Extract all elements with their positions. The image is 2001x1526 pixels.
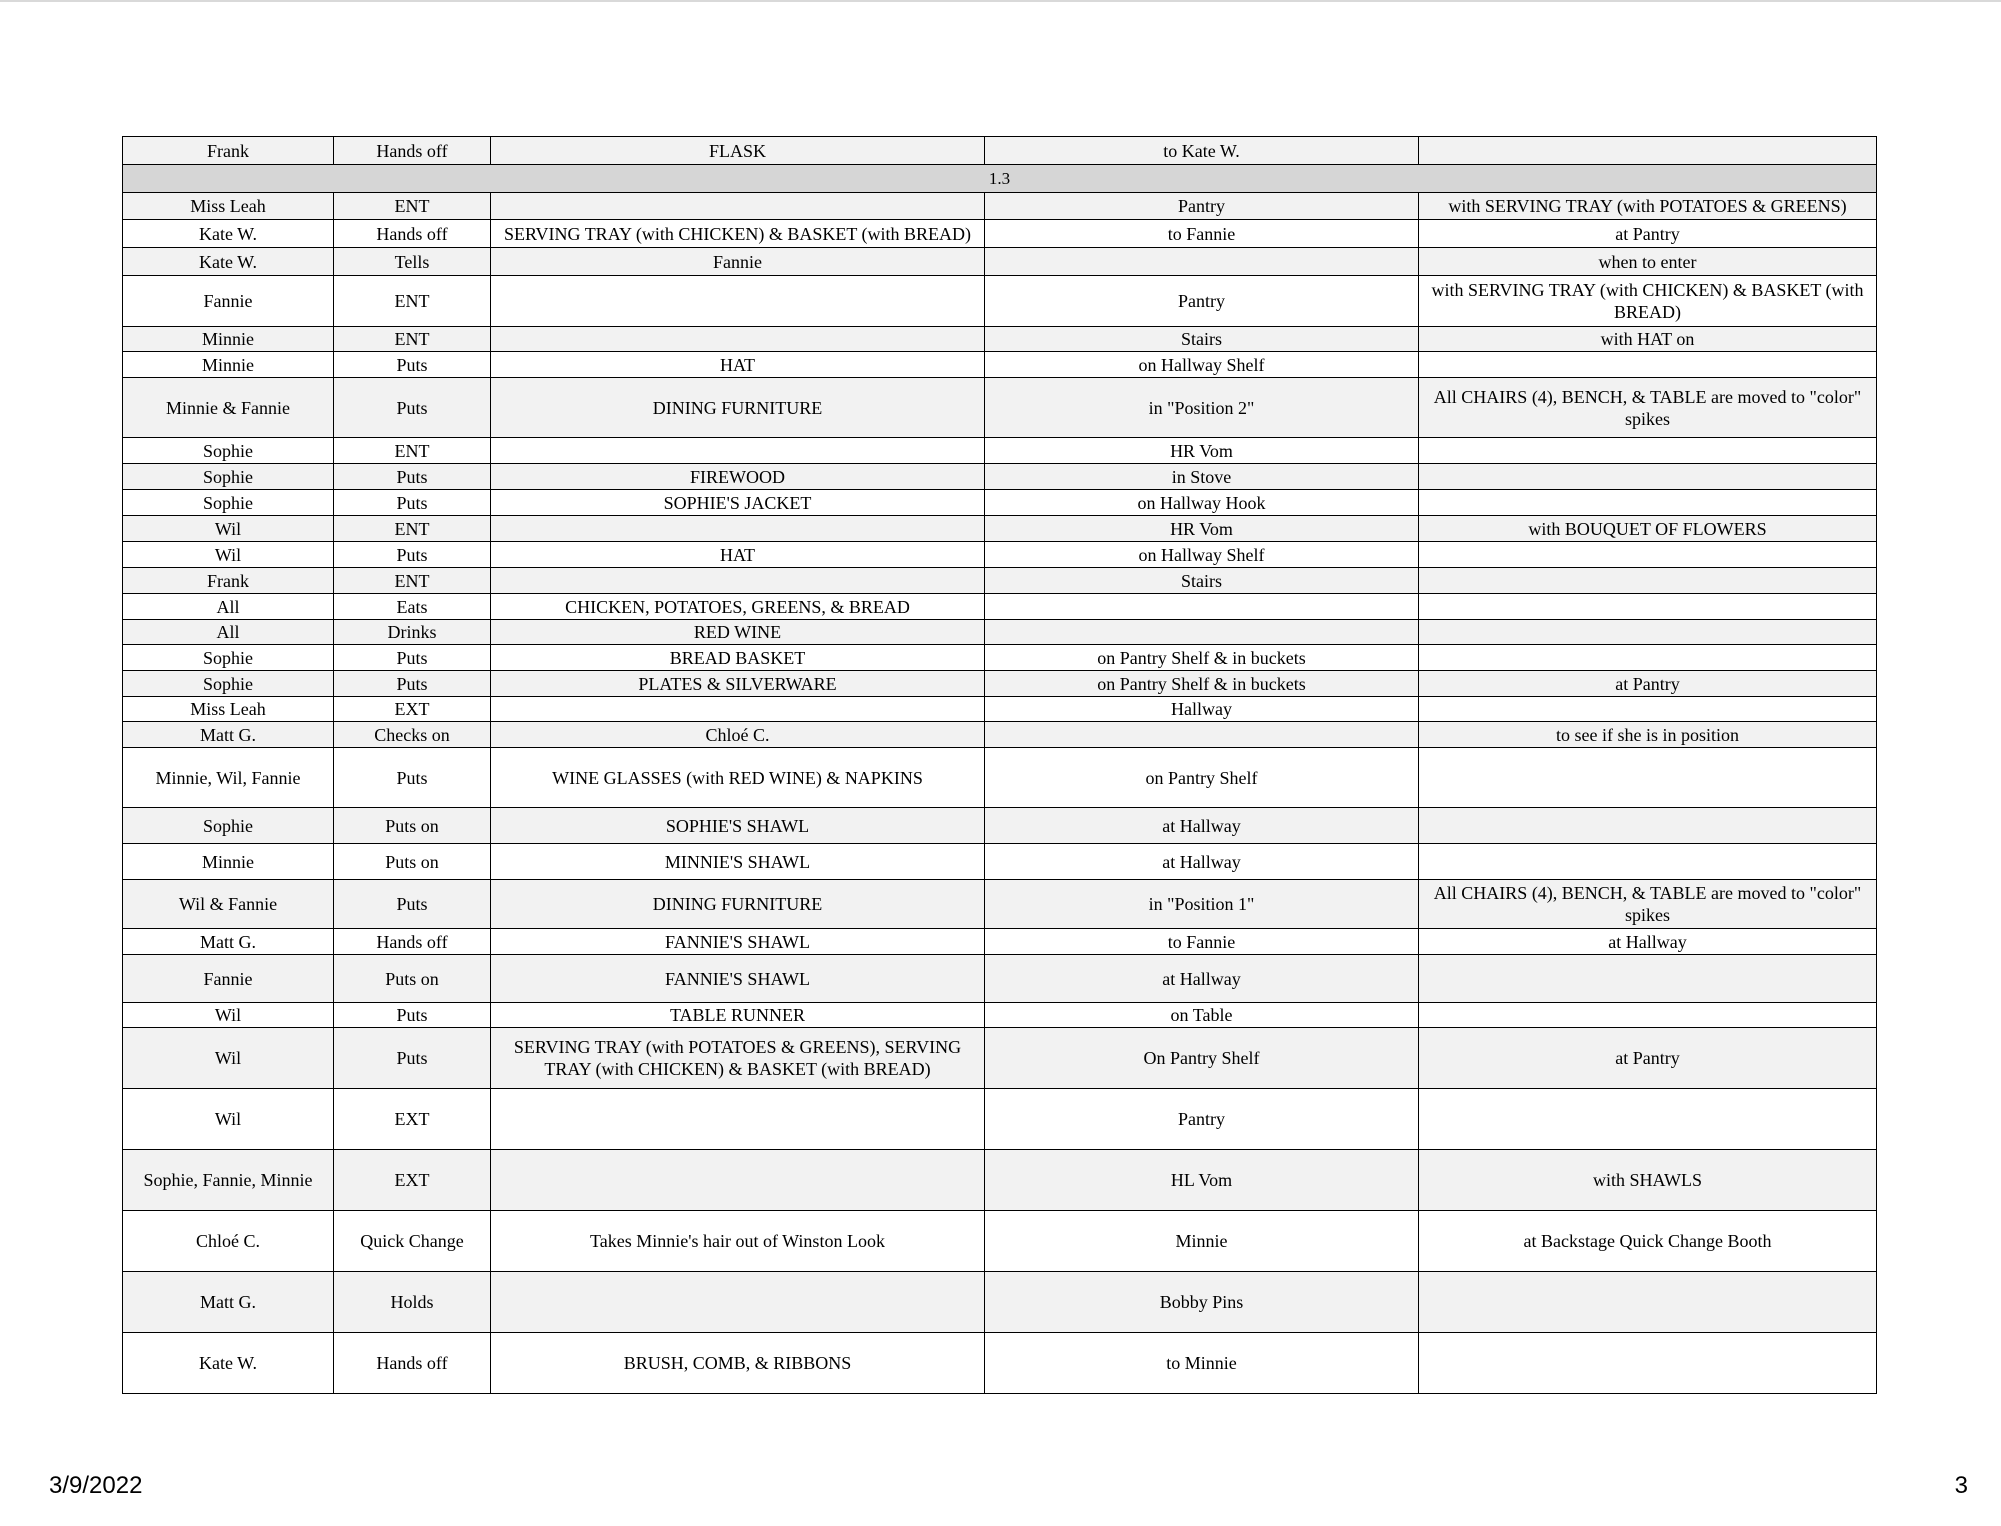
table-row [123,378,1877,438]
table-row [123,722,1877,748]
section-header-row [123,165,1877,193]
cell-action: Hands off [334,929,491,955]
table-row [123,1333,1877,1394]
cell-action: Puts [334,671,491,697]
cell-notes: with HAT on [1419,327,1877,352]
footer-date: 3/9/2022 [49,1472,143,1499]
cell-location: Bobby Pins [985,1272,1419,1333]
cell-notes: when to enter [1419,248,1877,276]
cell-action: Puts [334,748,491,808]
cell-location: in "Position 2" [985,378,1419,438]
cell-location: at Hallway [985,808,1419,844]
cell-action: Puts [334,1028,491,1089]
table-row [123,929,1877,955]
cell-action: Eats [334,594,491,620]
cell-character: Sophie [123,645,334,671]
cell-notes [1419,844,1877,880]
cell-item: SERVING TRAY (with CHICKEN) & BASKET (with BREAD) [491,220,985,248]
cell-notes [1419,542,1877,568]
cell-character: Minnie, Wil, Fannie [123,748,334,808]
cell-notes: at Pantry [1419,671,1877,697]
cell-item: FLASK [491,137,985,165]
cell-item: RED WINE [491,620,985,645]
cell-location: on Hallway Shelf [985,352,1419,378]
cell-character: Miss Leah [123,697,334,722]
table-row [123,542,1877,568]
cell-item: SOPHIE'S SHAWL [491,808,985,844]
cell-item: Fannie [491,248,985,276]
cell-character: All [123,594,334,620]
cell-item: WINE GLASSES (with RED WINE) & NAPKINS [491,748,985,808]
table-row [123,276,1877,327]
cell-notes [1419,490,1877,516]
cell-action: Puts [334,464,491,490]
cell-location: HR Vom [985,438,1419,464]
cell-location: to Kate W. [985,137,1419,165]
table-row [123,438,1877,464]
cell-action: Quick Change [334,1211,491,1272]
cell-action: Puts [334,645,491,671]
cell-location [985,620,1419,645]
cell-location: on Table [985,1003,1419,1028]
cell-action: Hands off [334,137,491,165]
cell-location: at Hallway [985,844,1419,880]
cell-location: Pantry [985,193,1419,220]
cell-location: Pantry [985,1089,1419,1150]
cell-item: HAT [491,352,985,378]
cell-notes [1419,1272,1877,1333]
cell-notes: with SERVING TRAY (with POTATOES & GREENS) [1419,193,1877,220]
cell-action: ENT [334,276,491,327]
cell-notes [1419,808,1877,844]
cell-item [491,193,985,220]
cell-character: Wil [123,1028,334,1089]
cell-action: Puts [334,378,491,438]
cell-item [491,516,985,542]
table-row [123,880,1877,929]
cell-location: Pantry [985,276,1419,327]
cell-location: on Hallway Hook [985,490,1419,516]
cell-item: FANNIE'S SHAWL [491,929,985,955]
table-row [123,516,1877,542]
cell-notes [1419,137,1877,165]
cell-item [491,568,985,594]
cell-action: Puts on [334,808,491,844]
cell-action: Puts [334,880,491,929]
cell-character: Sophie [123,671,334,697]
table-row [123,1003,1877,1028]
cell-action: Puts [334,542,491,568]
cell-item: BREAD BASKET [491,645,985,671]
cell-character: Wil [123,1089,334,1150]
cell-item: Chloé C. [491,722,985,748]
cell-location: in Stove [985,464,1419,490]
cell-character: Sophie [123,438,334,464]
cell-character: Sophie [123,490,334,516]
cell-notes: with SERVING TRAY (with CHICKEN) & BASKET (with BREAD) [1419,276,1877,327]
cell-location: at Hallway [985,955,1419,1003]
cell-character: Frank [123,568,334,594]
cell-notes [1419,620,1877,645]
cell-location [985,722,1419,748]
cell-location: HR Vom [985,516,1419,542]
cell-action: ENT [334,327,491,352]
cell-location: Stairs [985,568,1419,594]
cell-character: Sophie [123,808,334,844]
table-row [123,352,1877,378]
page-top-border [0,0,2001,2]
cell-action: EXT [334,1150,491,1211]
cell-character: Miss Leah [123,193,334,220]
cell-item [491,327,985,352]
table-row [123,1211,1877,1272]
cell-notes: at Pantry [1419,220,1877,248]
run-sheet-table [122,136,1877,1394]
cell-action: ENT [334,568,491,594]
table-row [123,248,1877,276]
table-row [123,594,1877,620]
cell-character: Kate W. [123,220,334,248]
table-row [123,193,1877,220]
table-row [123,620,1877,645]
cell-location: on Pantry Shelf & in buckets [985,671,1419,697]
cell-notes [1419,438,1877,464]
cell-item [491,697,985,722]
cell-action: Tells [334,248,491,276]
cell-action: Hands off [334,220,491,248]
cell-notes [1419,1333,1877,1394]
cell-notes [1419,645,1877,671]
cell-item: FIREWOOD [491,464,985,490]
cell-character: Matt G. [123,1272,334,1333]
cell-location: on Pantry Shelf [985,748,1419,808]
cell-item: PLATES & SILVERWARE [491,671,985,697]
cell-action: ENT [334,193,491,220]
table-row [123,1150,1877,1211]
cell-item: CHICKEN, POTATOES, GREENS, & BREAD [491,594,985,620]
cell-notes [1419,748,1877,808]
cell-item [491,1272,985,1333]
cell-action: Puts [334,1003,491,1028]
table-row [123,137,1877,165]
table-row [123,490,1877,516]
cell-character: Matt G. [123,929,334,955]
cell-location: On Pantry Shelf [985,1028,1419,1089]
table-row [123,1028,1877,1089]
cell-location: to Fannie [985,929,1419,955]
cell-item [491,1150,985,1211]
table-row [123,955,1877,1003]
cell-location: to Fannie [985,220,1419,248]
cell-item: BRUSH, COMB, & RIBBONS [491,1333,985,1394]
table-row [123,808,1877,844]
cell-character: Minnie [123,327,334,352]
cell-notes: with SHAWLS [1419,1150,1877,1211]
cell-item: DINING FURNITURE [491,378,985,438]
cell-character: Kate W. [123,248,334,276]
cell-location: Hallway [985,697,1419,722]
cell-action: ENT [334,516,491,542]
cell-notes: All CHAIRS (4), BENCH, & TABLE are moved to "color" spikes [1419,378,1877,438]
table-row [123,671,1877,697]
cell-item: MINNIE'S SHAWL [491,844,985,880]
cell-location [985,594,1419,620]
cell-notes [1419,352,1877,378]
section-label: 1.3 [123,165,1877,193]
table-row [123,464,1877,490]
table-row [123,568,1877,594]
cell-character: Fannie [123,955,334,1003]
cell-action: EXT [334,697,491,722]
cell-item: DINING FURNITURE [491,880,985,929]
cell-notes [1419,955,1877,1003]
cell-action: Puts [334,490,491,516]
cell-action: Drinks [334,620,491,645]
cell-notes [1419,568,1877,594]
cell-item: SOPHIE'S JACKET [491,490,985,516]
cell-item: Takes Minnie's hair out of Winston Look [491,1211,985,1272]
cell-notes: with BOUQUET OF FLOWERS [1419,516,1877,542]
cell-character: Wil [123,516,334,542]
table-row [123,1272,1877,1333]
cell-character: Wil & Fannie [123,880,334,929]
cell-item: FANNIE'S SHAWL [491,955,985,1003]
cell-item: TABLE RUNNER [491,1003,985,1028]
cell-character: All [123,620,334,645]
cell-item [491,438,985,464]
cell-location: HL Vom [985,1150,1419,1211]
cell-item [491,1089,985,1150]
cell-notes: to see if she is in position [1419,722,1877,748]
table-row [123,697,1877,722]
cell-location: in "Position 1" [985,880,1419,929]
cell-action: Puts [334,352,491,378]
cell-character: Sophie [123,464,334,490]
run-sheet-body [123,137,1877,1394]
table-row [123,748,1877,808]
cell-character: Chloé C. [123,1211,334,1272]
cell-action: ENT [334,438,491,464]
cell-notes: at Hallway [1419,929,1877,955]
cell-notes: at Pantry [1419,1028,1877,1089]
cell-location: to Minnie [985,1333,1419,1394]
table-row [123,844,1877,880]
cell-notes [1419,594,1877,620]
cell-notes [1419,697,1877,722]
cell-character: Sophie, Fannie, Minnie [123,1150,334,1211]
cell-item: SERVING TRAY (with POTATOES & GREENS), SERVING TRAY (with CHICKEN) & BASKET (with BREAD) [491,1028,985,1089]
cell-location: Minnie [985,1211,1419,1272]
cell-action: Checks on [334,722,491,748]
cell-character: Kate W. [123,1333,334,1394]
footer-page-number: 3 [1954,1472,1968,1499]
cell-action: Holds [334,1272,491,1333]
cell-item [491,276,985,327]
cell-location: on Hallway Shelf [985,542,1419,568]
cell-action: Puts on [334,844,491,880]
cell-notes: at Backstage Quick Change Booth [1419,1211,1877,1272]
cell-character: Minnie [123,844,334,880]
cell-notes: All CHAIRS (4), BENCH, & TABLE are moved to "color" spikes [1419,880,1877,929]
table-row [123,1089,1877,1150]
table-row [123,220,1877,248]
cell-character: Frank [123,137,334,165]
cell-location: on Pantry Shelf & in buckets [985,645,1419,671]
table-row [123,645,1877,671]
cell-notes [1419,1089,1877,1150]
cell-notes [1419,1003,1877,1028]
cell-character: Fannie [123,276,334,327]
cell-character: Minnie & Fannie [123,378,334,438]
cell-item: HAT [491,542,985,568]
cell-location [985,248,1419,276]
cell-location: Stairs [985,327,1419,352]
cell-action: EXT [334,1089,491,1150]
cell-notes [1419,464,1877,490]
cell-action: Hands off [334,1333,491,1394]
cell-character: Wil [123,542,334,568]
cell-action: Puts on [334,955,491,1003]
cell-character: Matt G. [123,722,334,748]
cell-character: Minnie [123,352,334,378]
table-row [123,327,1877,352]
cell-character: Wil [123,1003,334,1028]
